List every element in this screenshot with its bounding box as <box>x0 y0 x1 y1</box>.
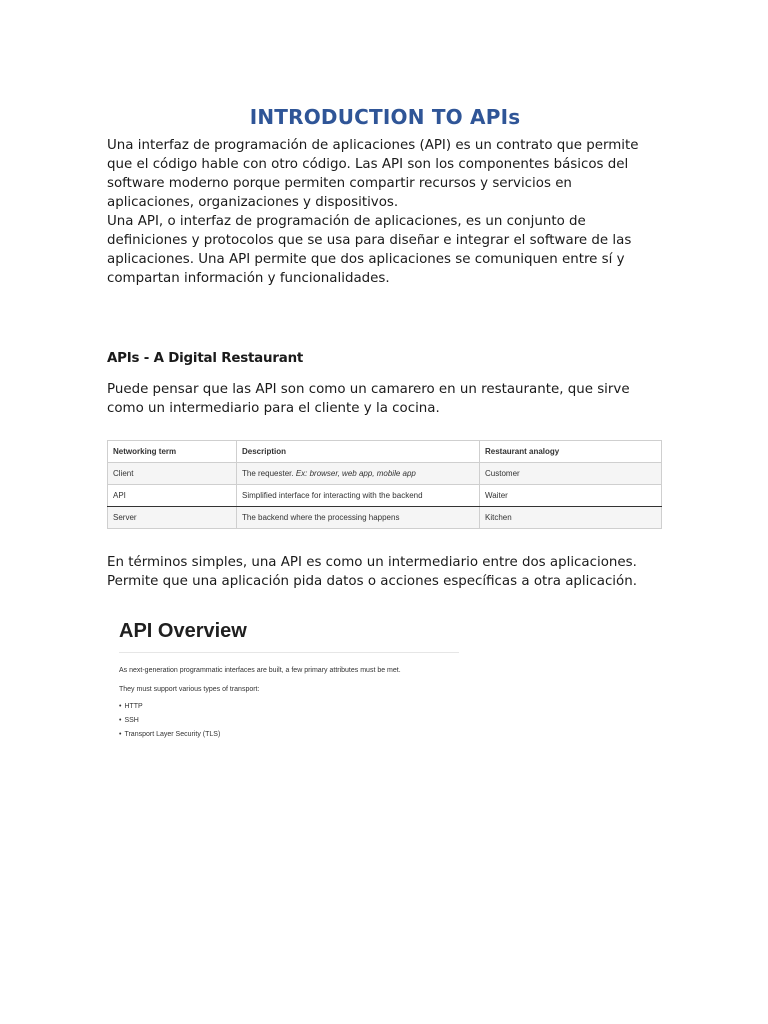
table-header-cell: Description <box>237 441 480 463</box>
table-header-row <box>108 441 662 463</box>
overview-divider <box>119 652 459 653</box>
description-text: The requester. <box>242 469 296 478</box>
list-item: • HTTP <box>119 700 494 714</box>
table-header-cell: Networking term <box>108 441 237 463</box>
table-cell-analogy: Customer <box>480 463 662 485</box>
overview-title: API Overview <box>119 620 247 642</box>
table-cell-term: Client <box>108 463 237 485</box>
networking-terms-table <box>107 440 662 529</box>
table-cell-analogy: Kitchen <box>480 507 662 529</box>
overview-line-1: As next-generation programmatic interfaces are built, a few primary attributes must be met. <box>119 667 401 674</box>
table-cell-description: Simplified interface for interacting with the backend <box>237 485 480 507</box>
table-row <box>108 463 662 485</box>
simple-paragraph: En términos simples, una API es como un intermediario entre dos aplicaciones. Permite que una aplicación pida datos o acciones específicas a otra aplicación. <box>107 555 637 589</box>
table-row <box>108 485 662 507</box>
section-heading: APIs - A Digital Restaurant <box>107 351 304 366</box>
table-cell-description <box>237 463 480 485</box>
overview-line-2: They must support various types of transport: <box>119 686 260 693</box>
table-cell-term: API <box>108 485 237 507</box>
table-row <box>108 507 662 529</box>
list-item: • SSH <box>119 714 494 728</box>
table-cell-term: Server <box>108 507 237 529</box>
page-title: INTRODUCTION TO APIs <box>249 105 521 129</box>
intro-paragraph-1: Una interfaz de programación de aplicaciones (API) es un contrato que permite que el código hable con otro código. Las API son los componentes básicos del software moderno porque permiten compartir recursos y servicios en aplicaciones, organizaciones y dispositivos. <box>107 138 639 210</box>
table-header-cell: Restaurant analogy <box>480 441 662 463</box>
document-page <box>107 104 663 765</box>
description-italic-text: Ex: browser, web app, mobile app <box>295 469 416 478</box>
intro-paragraph-2: Una API, o interfaz de programación de aplicaciones, es un conjunto de definiciones y protocolos que se usa para diseñar e integrar el software de las aplicaciones. Una API permite que dos aplicaciones se comuniquen entre sí y compartan información y funcionalidades. <box>107 214 632 286</box>
list-item: • Transport Layer Security (TLS) <box>119 728 494 742</box>
transport-list <box>119 700 494 742</box>
api-overview-slide <box>119 615 494 765</box>
analogy-paragraph: Puede pensar que las API son como un camarero en un restaurante, que sirve como un intermediario para el cliente y la cocina. <box>107 382 630 416</box>
table-cell-description: The backend where the processing happens <box>237 507 480 529</box>
table-cell-analogy: Waiter <box>480 485 662 507</box>
